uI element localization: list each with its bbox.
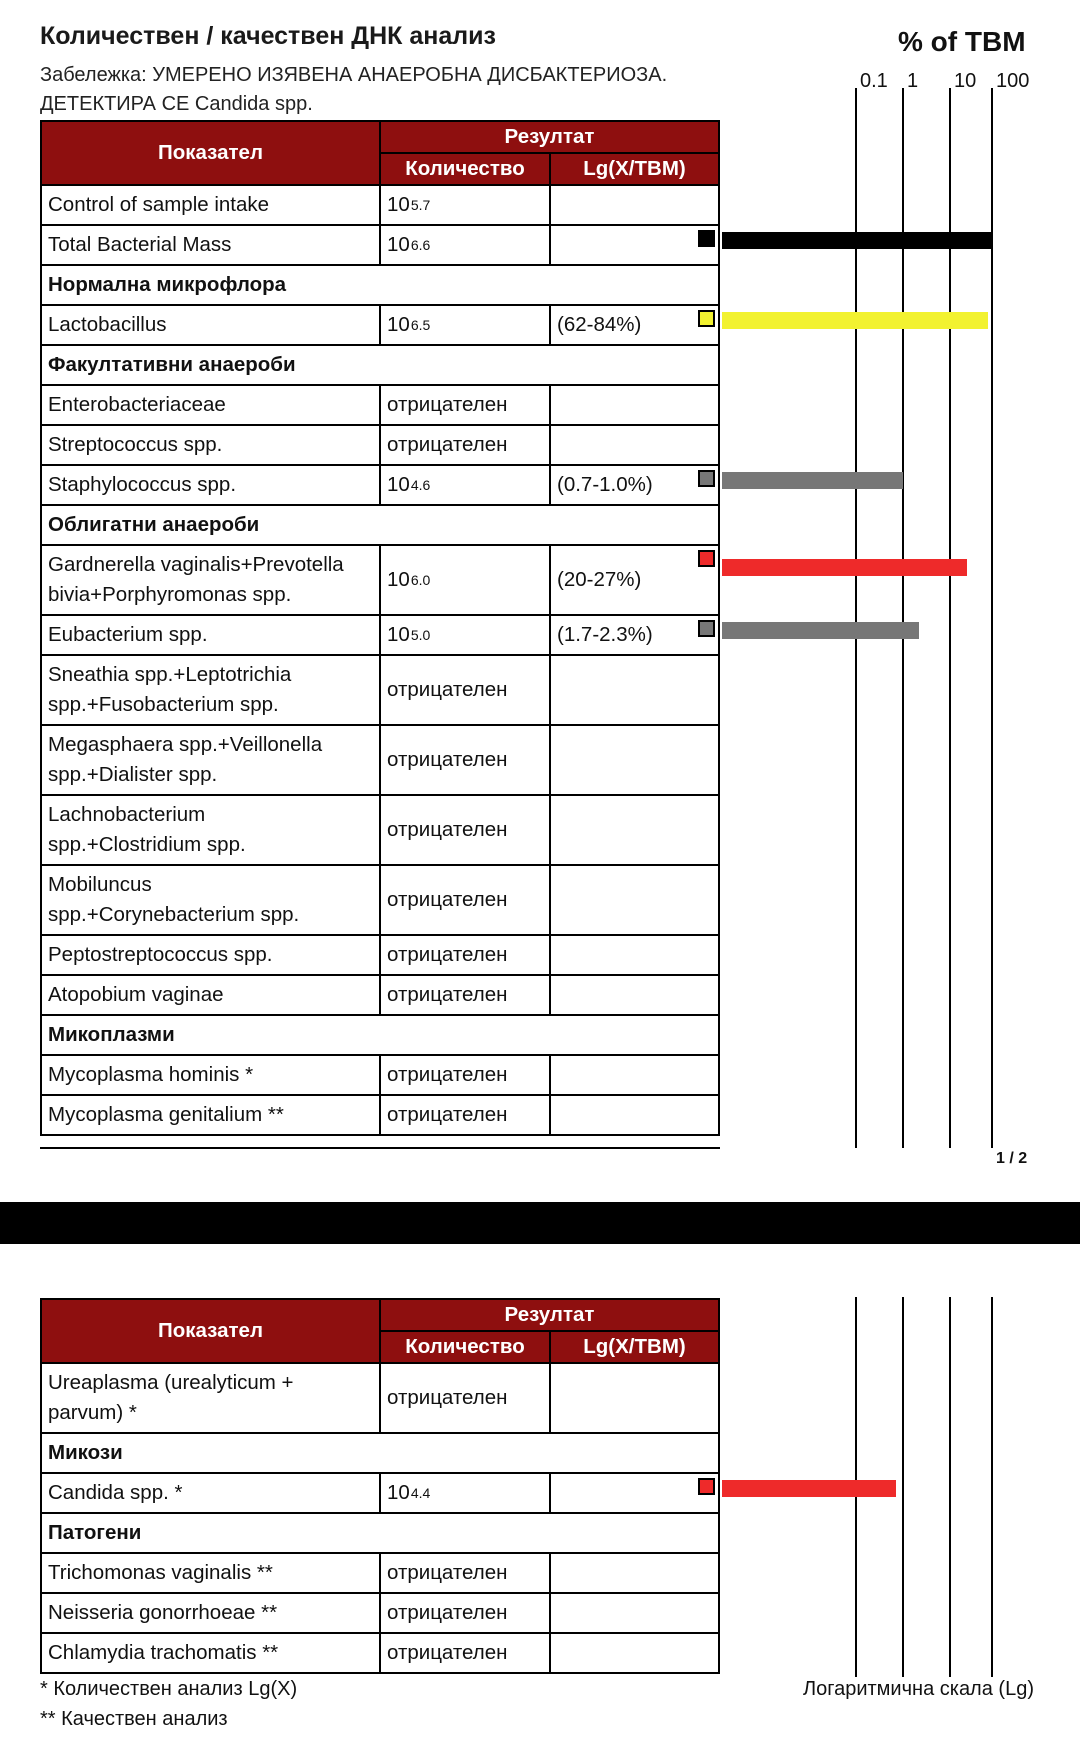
quantity-exponent: 5.0 — [410, 627, 431, 643]
header-indicator-p2: Показател — [40, 1298, 381, 1364]
quantity-value — [379, 464, 551, 506]
quantity-base: 10 — [387, 1481, 410, 1504]
indicator-name-line-2: spp.+Dialister spp. — [48, 763, 218, 786]
tbm-bar — [722, 312, 988, 329]
tbm-bar — [722, 559, 967, 576]
tbm-bar — [722, 472, 903, 489]
footnote-quantitative: * Количествен анализ Lg(X) — [40, 1678, 298, 1700]
indicator-name-line-1: Lachnobacterium — [48, 803, 206, 826]
legend-swatch — [698, 550, 715, 567]
scale-label-10: 10 — [954, 70, 977, 92]
lg-value — [549, 1632, 720, 1674]
tbm-bar — [722, 232, 992, 249]
section-header: Микоплазми — [40, 1014, 720, 1056]
lg-value: (1.7-2.3%) — [549, 614, 720, 656]
quantity-value: отрицателен — [379, 974, 551, 1016]
quantity-base: 10 — [387, 313, 410, 336]
indicator-name: Staphylococcus spp. — [40, 464, 381, 506]
lg-value — [549, 1552, 720, 1594]
lg-value: (0.7-1.0%) — [549, 464, 720, 506]
quantity-value: отрицателен — [379, 1054, 551, 1096]
lg-value — [549, 384, 720, 426]
quantity-exponent: 6.6 — [410, 237, 431, 253]
scale-line-1-p2 — [902, 1297, 904, 1677]
indicator-name: Lactobacillus — [40, 304, 381, 346]
lg-value — [549, 974, 720, 1016]
note-line-1: Забележка: УМЕРЕНО ИЗЯВЕНА АНАЕРОБНА ДИСБАКТЕРИОЗА. — [40, 64, 668, 86]
indicator-name-line-1: Gardnerella vaginalis+Prevotella — [48, 553, 344, 576]
indicator-name-line-2: bivia+Porphyromonas spp. — [48, 583, 292, 606]
section-header: Факултативни анаероби — [40, 344, 720, 386]
quantity-exponent: 4.6 — [410, 477, 431, 493]
indicator-name: Control of sample intake — [40, 184, 381, 226]
legend-swatch — [698, 230, 715, 247]
tbm-chart-title: % of TBM — [898, 26, 1026, 57]
section-header: Патогени — [40, 1512, 720, 1554]
header-quantity: Количество — [379, 152, 551, 186]
indicator-name-line-2: parvum) * — [48, 1401, 137, 1424]
tbm-bar — [722, 1480, 896, 1497]
lg-value — [549, 1592, 720, 1634]
lg-value — [549, 1362, 720, 1434]
page-number: 1 / 2 — [996, 1150, 1028, 1167]
indicator-name — [40, 654, 381, 726]
scale-label-1: 1 — [907, 70, 919, 92]
indicator-name: Trichomonas vaginalis ** — [40, 1552, 381, 1594]
quantity-exponent: 6.5 — [410, 317, 431, 333]
lg-value — [549, 864, 720, 936]
lg-value — [549, 1054, 720, 1096]
indicator-name-line-2: spp.+Corynebacterium spp. — [48, 903, 300, 926]
indicator-name: Candida spp. * — [40, 1472, 381, 1514]
quantity-value: отрицателен — [379, 1362, 551, 1434]
lg-value — [549, 934, 720, 976]
indicator-name: Neisseria gonorrhoeae ** — [40, 1592, 381, 1634]
indicator-name — [40, 1362, 381, 1434]
quantity-value: отрицателен — [379, 864, 551, 936]
quantity-base: 10 — [387, 233, 410, 256]
note-line-2: ДЕТЕКТИРА СЕ Candida spp. — [40, 93, 313, 115]
header-lg-p2: Lg(X/TBM) — [549, 1330, 720, 1364]
lg-value — [549, 1472, 720, 1514]
legend-swatch — [698, 310, 715, 327]
lg-value — [549, 184, 720, 226]
header-lg: Lg(X/TBM) — [549, 152, 720, 186]
quantity-value — [379, 184, 551, 226]
quantity-value: отрицателен — [379, 424, 551, 466]
header-result-p2: Резултат — [379, 1298, 720, 1332]
legend-swatch — [698, 620, 715, 637]
scale-line-10-p2 — [949, 1297, 951, 1677]
quantity-value: отрицателен — [379, 1094, 551, 1136]
quantity-base: 10 — [387, 568, 410, 591]
scale-line-100-p2 — [991, 1297, 993, 1677]
footnote-qualitative: ** Качествен анализ — [40, 1708, 228, 1730]
indicator-name-line-1: Sneathia spp.+Leptotrichia — [48, 663, 292, 686]
lg-value — [549, 724, 720, 796]
report-title: Количествен / качествен ДНК анализ — [40, 22, 496, 50]
quantity-base: 10 — [387, 473, 410, 496]
indicator-name-line-1: Megasphaera spp.+Veillonella — [48, 733, 323, 756]
indicator-name-line-2: spp.+Fusobacterium spp. — [48, 693, 279, 716]
quantity-value — [379, 544, 551, 616]
quantity-value — [379, 304, 551, 346]
quantity-value: отрицателен — [379, 1632, 551, 1674]
indicator-name — [40, 794, 381, 866]
page-break — [0, 1202, 1080, 1244]
lg-value: (20-27%) — [549, 544, 720, 616]
indicator-name-line-2: spp.+Clostridium spp. — [48, 833, 246, 856]
header-quantity-p2: Количество — [379, 1330, 551, 1364]
quantity-value — [379, 224, 551, 266]
quantity-value: отрицателен — [379, 794, 551, 866]
quantity-value: отрицателен — [379, 384, 551, 426]
indicator-name: Chlamydia trachomatis ** — [40, 1632, 381, 1674]
indicator-name-line-1: Mobiluncus — [48, 873, 152, 896]
scale-label-0-1: 0.1 — [860, 70, 888, 92]
indicator-name — [40, 724, 381, 796]
indicator-name: Streptococcus spp. — [40, 424, 381, 466]
legend-swatch — [698, 470, 715, 487]
quantity-value: отрицателен — [379, 1592, 551, 1634]
indicator-name-line-1: Ureaplasma (urealyticum + — [48, 1371, 294, 1394]
quantity-base: 10 — [387, 193, 410, 216]
lg-value: (62-84%) — [549, 304, 720, 346]
indicator-name — [40, 864, 381, 936]
header-indicator: Показател — [40, 120, 381, 186]
tbm-bar — [722, 622, 919, 639]
indicator-name: Peptostreptococcus spp. — [40, 934, 381, 976]
quantity-value — [379, 614, 551, 656]
section-header: Облигатни анаероби — [40, 504, 720, 546]
lg-value — [549, 654, 720, 726]
header-result: Резултат — [379, 120, 720, 154]
indicator-name: Atopobium vaginae — [40, 974, 381, 1016]
indicator-name: Mycoplasma hominis * — [40, 1054, 381, 1096]
log-scale-label: Логаритмична скала (Lg) — [803, 1678, 1034, 1700]
lg-value — [549, 424, 720, 466]
indicator-name — [40, 544, 381, 616]
quantity-base: 10 — [387, 623, 410, 646]
quantity-value — [379, 1472, 551, 1514]
quantity-value: отрицателен — [379, 934, 551, 976]
quantity-exponent: 5.7 — [410, 197, 431, 213]
section-header: Микози — [40, 1432, 720, 1474]
quantity-exponent: 6.0 — [410, 572, 431, 588]
quantity-value: отрицателен — [379, 724, 551, 796]
quantity-exponent: 4.4 — [410, 1485, 431, 1501]
section-header: Нормална микрофлора — [40, 264, 720, 306]
indicator-name: Mycoplasma genitalium ** — [40, 1094, 381, 1136]
scale-label-100: 100 — [996, 70, 1030, 92]
page1-bottom-rule — [40, 1147, 720, 1149]
quantity-value: отрицателен — [379, 1552, 551, 1594]
legend-swatch — [698, 1478, 715, 1495]
lg-value — [549, 1094, 720, 1136]
indicator-name: Eubacterium spp. — [40, 614, 381, 656]
indicator-name: Enterobacteriaceae — [40, 384, 381, 426]
quantity-value: отрицателен — [379, 654, 551, 726]
lg-value — [549, 794, 720, 866]
lg-value — [549, 224, 720, 266]
indicator-name: Total Bacterial Mass — [40, 224, 381, 266]
